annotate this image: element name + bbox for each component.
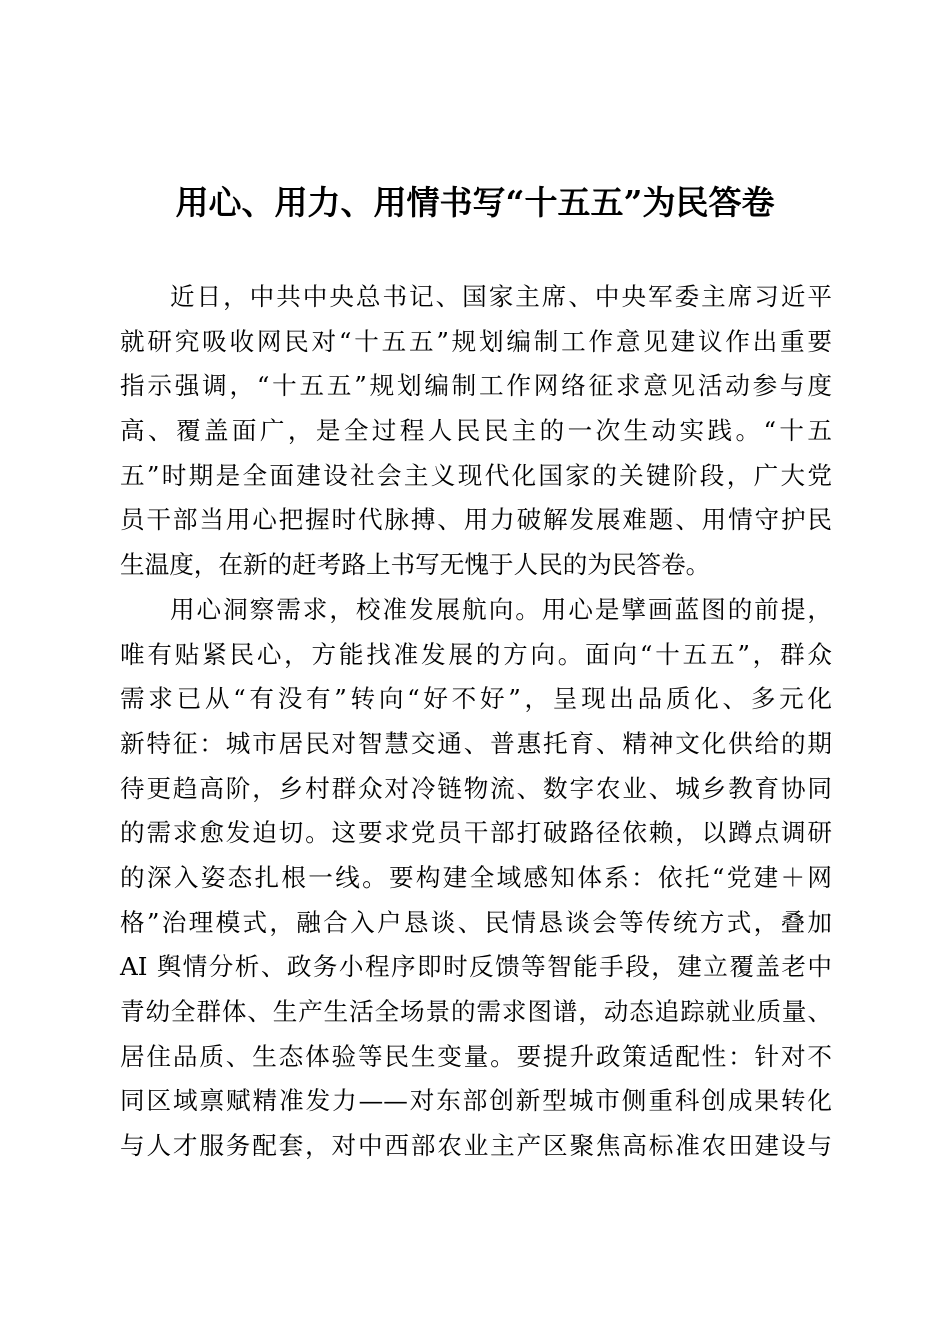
text-line: 新特征：城市居民对智慧交通、普惠托育、精神文化供给的期 — [120, 728, 832, 758]
text-line: 需求已从“有没有”转向“好不好”，呈现出品质化、多元化 — [120, 684, 832, 714]
document-body — [120, 275, 832, 1169]
text-line: 唯有贴紧民心，方能找准发展的方向。面向“十五五”，群众 — [120, 639, 832, 669]
text-line: 五”时期是全面建设社会主义现代化国家的关键阶段，广大党 — [120, 460, 832, 490]
text-line: 高、覆盖面广，是全过程人民民主的一次生动实践。“十五 — [120, 416, 832, 446]
text-line: 指示强调，“十五五”规划编制工作网络征求意见活动参与度 — [120, 371, 832, 401]
text-line: 青幼全群体、生产生活全场景的需求图谱，动态追踪就业质量、 — [120, 997, 832, 1026]
text-line: AI 舆情分析、政务小程序即时反馈等智能手段，建立覆盖老中 — [120, 952, 832, 982]
document-title: 用心、用力、用情书写“十五五”为民答卷 — [175, 183, 775, 222]
text-line: 近日，中共中央总书记、国家主席、中央军委主席习近平 — [170, 282, 832, 311]
paragraph — [120, 275, 832, 588]
text-line: 的需求愈发迫切。这要求党员干部打破路径依赖，以蹲点调研 — [120, 818, 832, 848]
text-line: 待更趋高阶，乡村群众对冷链物流、数字农业、城乡教育协同 — [120, 773, 832, 803]
text-line: 用心洞察需求，校准发展航向。用心是擘画蓝图的前提， — [170, 594, 832, 624]
text-line: 与人才服务配套，对中西部农业主产区聚焦高标准农田建设与 — [120, 1131, 832, 1161]
text-line: 员干部当用心把握时代脉搏、用力破解发展难题、用情守护民 — [120, 505, 832, 535]
text-line: 同区域禀赋精准发力——对东部创新型城市侧重科创成果转化 — [120, 1086, 832, 1116]
text-line: 格”治理模式，融合入户恳谈、民情恳谈会等传统方式，叠加 — [120, 907, 832, 937]
text-line: 生温度，在新的赶考路上书写无愧于人民的为民答卷。 — [120, 550, 711, 580]
text-line: 就研究吸收网民对“十五五”规划编制工作意见建议作出重要 — [120, 326, 832, 356]
text-line: 居住品质、生态体验等民生变量。要提升政策适配性：针对不 — [120, 1041, 832, 1071]
text-line: 的深入姿态扎根一线。要构建全域感知体系：依托“党建＋网 — [120, 862, 832, 892]
paragraph — [120, 588, 832, 1169]
